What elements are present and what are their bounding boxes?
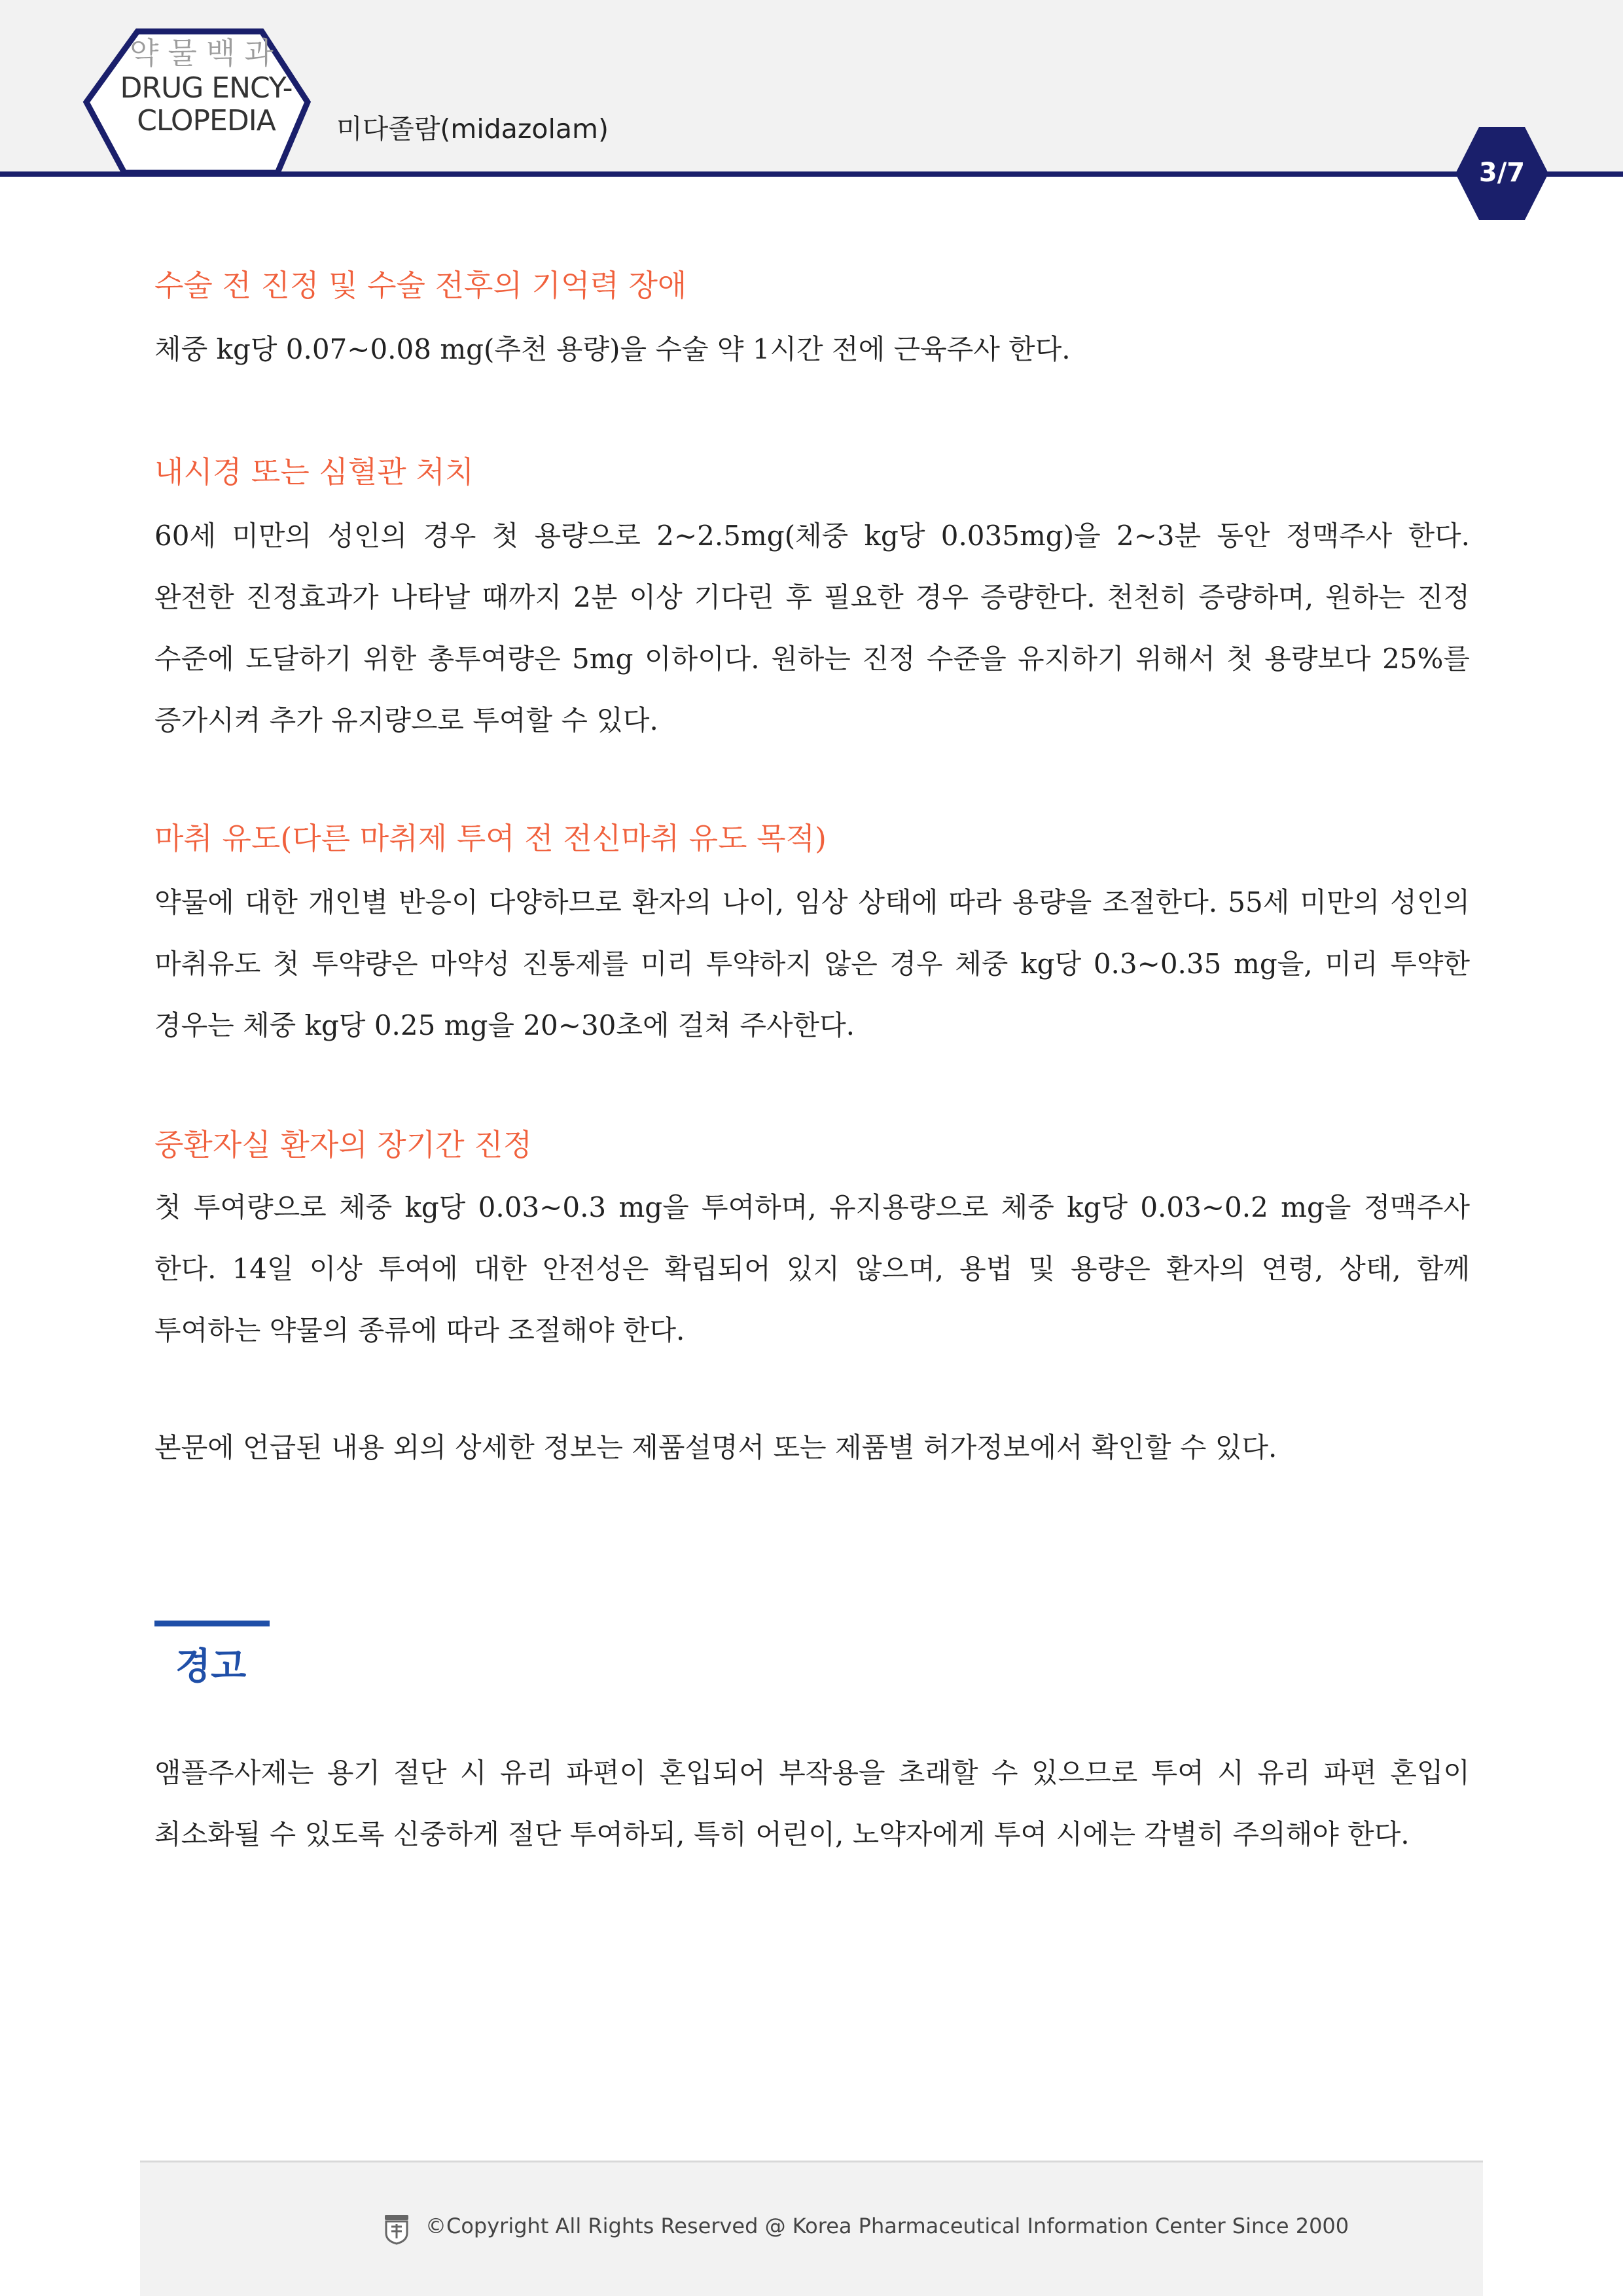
section-title: 수술 전 진정 및 수술 전후의 기억력 장애 xyxy=(154,268,687,303)
warning-body: 앰플주사제는 용기 절단 시 유리 파편이 혼입되어 부작용을 초래할 수 있으므로 투여 시 유리 파편 혼입이 최소화될 수 있도록 신중하게 절단 투여하되, 특히 어린이, 노약자에게 투여 시에는 각별히 주의해야 한다. xyxy=(154,1757,1470,1850)
logo-english-line2: CLOPEDIA xyxy=(137,104,276,137)
logo xyxy=(98,34,314,137)
section-body: 첫 투여량으로 체중 kg당 0.03~0.3 mg을 투여하며, 유지용량으로 체중 kg당 0.03~0.2 mg을 정맥주사 한다. 14일 이상 투여에 대한 안전성은 확립되어 있지 않으며, 용법 및 용량은 환자의 연령, 상태, 함께 투여하는 약물의 종류에 따라 조절해야 한다. xyxy=(154,1191,1470,1346)
copyright-text: ©Copyright All Rights Reserved @ Korea Pharmaceutical Information Center Since 2000 xyxy=(425,2214,1349,2238)
section-title: 마취 유도(다른 마취제 투여 전 전신마취 유도 목적) xyxy=(154,821,827,856)
warning-title: 경고 xyxy=(175,1645,247,1688)
warning-accent-bar xyxy=(154,1621,270,1626)
logo-korean: 약물백과 xyxy=(130,35,283,71)
section-body: 약물에 대한 개인별 반응이 다양하므로 환자의 나이, 임상 상태에 따라 용량을 조절한다. 55세 미만의 성인의 마취유도 첫 투약량은 마약성 진통제를 미리 투약하지 않은 경우 체중 kg당 0.3~0.35 mg을, 미리 투약한 경우는 체중 kg당 0.25 mg을 20~30초에 걸쳐 주사한다. xyxy=(154,886,1470,1041)
logo-english-line1: DRUG ENCY- xyxy=(120,71,293,105)
section-title: 중환자실 환자의 장기간 진정 xyxy=(154,1127,533,1162)
section-body: 체중 kg당 0.07~0.08 mg(추천 용량)을 수술 약 1시간 전에 근육주사 한다. xyxy=(154,333,1071,365)
section-body: 60세 미만의 성인의 경우 첫 용량으로 2~2.5mg(체중 kg당 0.035mg)을 2~3분 동안 정맥주사 한다. 완전한 진정효과가 나타날 때까지 2분 이상 기다린 후 필요한 경우 증량한다. 천천히 증량하며, 원하는 진정 수준에 도달하기 위한 총투여량은 5mg 이하이다. 원하는 진정 수준을 유지하기 위해서 첫 용량보다 25%를 증가시켜 추가 유지량으로 투여할 수 있다. xyxy=(154,520,1470,736)
kpic-emblem-icon xyxy=(382,2214,411,2245)
drug-title: 미다졸람(midazolam) xyxy=(336,113,609,145)
section-title: 내시경 또는 심혈관 처치 xyxy=(154,454,474,490)
note-text: 본문에 언급된 내용 외의 상세한 정보는 제품설명서 또는 제품별 허가정보에서 확인할 수 있다. xyxy=(154,1431,1277,1463)
page-indicator: 3/7 xyxy=(1478,158,1525,188)
